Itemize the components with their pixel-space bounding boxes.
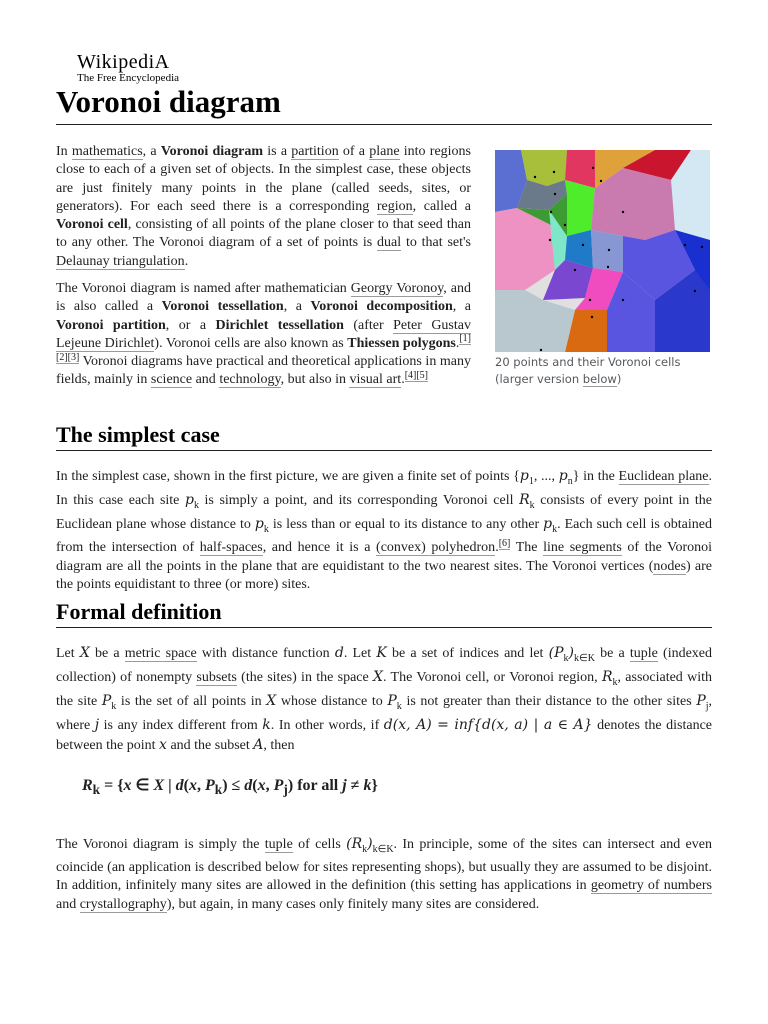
text-run: and [56, 896, 80, 912]
caption-end: ) [616, 372, 622, 386]
text-run: of cells [292, 837, 347, 852]
text-run: . [401, 372, 405, 388]
bold-term: Voronoi cell [56, 217, 128, 233]
text-run: denotes the distance between the point [56, 718, 713, 753]
text-run: (indexed collection) of nonempty [56, 646, 713, 686]
text-run: , or a [165, 317, 216, 333]
figure-caption [495, 354, 710, 388]
subscript: n [567, 475, 573, 487]
link-line-segments[interactable]: line segments [543, 540, 622, 556]
link-partition[interactable]: partition [291, 144, 339, 159]
subscript: k [193, 499, 199, 511]
math-symbol: x [159, 736, 167, 753]
bold-term: Voronoi decomposition [310, 299, 453, 315]
text-run: . In principle, some of the sites can intersect and even coincide (an application is described below for sites representing shops), but usually they are assumed to be disjoint. In addition, infinitely many sites are allowed in the definition (this setting has applications in [56, 837, 712, 894]
text-run: } in the [572, 469, 619, 484]
logo-wordmark: WikipediA [77, 51, 170, 73]
simplest-case-paragraph [56, 467, 712, 594]
math-symbol: p [543, 516, 553, 533]
text-run: Voronoi diagrams have practical and theoretical applications in many fields, mainly in [56, 354, 471, 388]
math-symbol: P [696, 693, 706, 710]
subscript: k [612, 676, 618, 688]
link-nodes[interactable]: nodes [653, 558, 687, 574]
subscript: k [563, 652, 569, 664]
subscript: k∈K [372, 843, 394, 855]
bold-term: Voronoi partition [56, 317, 166, 333]
citation-link[interactable]: [1][2][3] [56, 333, 472, 363]
link-tuple[interactable]: tuple [264, 837, 293, 852]
text-run: is a [263, 144, 292, 159]
text-run: The Voronoi diagram is simply the [56, 837, 265, 852]
link--convex-polyhedron[interactable]: (convex) polyhedron [376, 540, 496, 556]
text-run: , and hence it is a [262, 540, 377, 556]
link-mathematics[interactable]: mathematics [71, 144, 143, 159]
text-run: , consisting of all points of the plane closer to that seed than to any other. The Voronoi diagram of a set of points is [56, 217, 471, 251]
text-run: (after [343, 317, 394, 333]
text-run: . In this case each site [56, 469, 713, 509]
link-dual[interactable]: dual [377, 235, 402, 251]
text-run: is the set of all points in [116, 694, 267, 710]
link-plane[interactable]: plane [369, 144, 400, 159]
text-run: into regions close to each of a given set of objects. In the simplest case, these objects are just finitely many points in the plane (called seeds, sites, or generators). For each seed there is a corresponding [56, 144, 471, 214]
subscript: k [552, 523, 558, 535]
text-run: . The Voronoi cell, or Voronoi region, [383, 670, 602, 686]
text-run: is not greater than their distance to the other sites [401, 694, 697, 710]
text-run: , a [283, 299, 311, 315]
link-crystallography[interactable]: crystallography [79, 896, 167, 912]
caption-text: 20 points and their Voronoi cells (larger version [495, 355, 681, 386]
link-delaunay-triangulation[interactable]: Delaunay triangulation [56, 253, 185, 269]
link-subsets[interactable]: subsets [196, 670, 237, 686]
link-metric-space[interactable]: metric space [124, 646, 197, 661]
text-run: , where [56, 694, 713, 734]
text-run: , and is also called a [56, 281, 471, 315]
math-symbol: P [387, 693, 397, 710]
math-symbol: ) [568, 645, 574, 661]
math-symbol: d(x, A) = inf{d(x, a) | a ∈ A} [383, 717, 593, 734]
citation-link[interactable]: [4][5] [404, 369, 429, 381]
text-run: ), but again, in many cases only finitely many sites are considered. [166, 896, 540, 912]
math-symbol: k [262, 717, 271, 734]
math-symbol: X [79, 645, 90, 661]
math-symbol: P [101, 693, 112, 710]
text-run: of a [338, 144, 370, 159]
link-georgy-voronoy[interactable]: Georgy Voronoy [350, 281, 444, 296]
text-run: , but also in [280, 372, 350, 388]
bold-term: Dirichlet tessellation [215, 317, 344, 333]
caption-link-below[interactable]: below [582, 372, 617, 386]
link-peter-gustav-lejeune-dirichlet[interactable]: Peter Gustav Lejeune Dirichlet [56, 317, 471, 351]
math-symbol: K [376, 645, 387, 661]
text-run: with distance function [196, 646, 335, 661]
text-run: be a [594, 646, 630, 661]
text-run: ) are the points equidistant to three (or more) sites. [56, 558, 712, 592]
text-run: (the sites) in the space [236, 670, 374, 686]
text-run: is simply a point, and its corresponding Voronoi cell [198, 493, 520, 509]
math-symbol: R [519, 492, 530, 509]
text-run: , associated with the site [56, 670, 712, 710]
link-tuple[interactable]: tuple [629, 646, 658, 661]
math-symbol: (R [346, 836, 363, 852]
subscript: j [705, 700, 709, 712]
text-run: and [192, 372, 220, 388]
subscript: k∈K [573, 652, 595, 664]
text-run: . [455, 335, 460, 351]
text-run: is any index different from [99, 718, 263, 734]
link-euclidean-plane[interactable]: Euclidean plane [618, 469, 709, 484]
text-run: to that set's [401, 235, 471, 251]
math-symbol: R [601, 669, 613, 686]
text-run: be a [89, 646, 125, 661]
link-geometry-of-numbers[interactable]: geometry of numbers [590, 878, 712, 894]
intro-paragraph-1 [56, 143, 471, 271]
subscript: k [263, 523, 269, 535]
math-symbol: X [373, 669, 383, 686]
voronoi-figure [495, 150, 710, 388]
citation-link[interactable]: [6] [498, 537, 511, 549]
formal-definition-paragraph [56, 644, 712, 755]
subscript: k [362, 843, 368, 855]
text-run: , ..., [533, 469, 559, 484]
text-run: The [510, 540, 544, 556]
formal-definition-paragraph-2 [56, 835, 712, 914]
text-run: consists of every point in the Euclidean plane whose distance to [56, 493, 712, 533]
subscript: 1 [528, 475, 534, 487]
link-region[interactable]: region [376, 198, 413, 214]
bold-term: Voronoi tessellation [161, 299, 284, 315]
text-run: is less than or equal to its distance to any other [268, 517, 544, 533]
intro-paragraph-2 [56, 280, 471, 390]
section-heading-simplest-case: The simplest case [56, 420, 712, 451]
logo-tagline: The Free Encyclopedia [77, 72, 180, 84]
text-run: be a set of indices and let [386, 646, 549, 661]
math-symbol: X [266, 693, 277, 710]
math-symbol: p [519, 468, 529, 484]
math-symbol: d [334, 645, 344, 661]
text-run: Let [56, 646, 80, 661]
voronoi-image[interactable] [495, 150, 710, 352]
math-symbol: ) [367, 836, 373, 852]
text-run: and the subset [166, 737, 254, 753]
math-symbol: p [254, 516, 264, 533]
text-run: In [56, 144, 72, 159]
text-run: of the Voronoi diagram are all the points in the plane that are equidistant to the two nearest sites. The Voronoi vertices ( [56, 540, 713, 574]
math-symbol: p [184, 492, 194, 509]
text-run: . In other words, if [270, 718, 384, 734]
bold-term: Voronoi diagram [160, 144, 264, 159]
text-run: ). Voronoi cells are also known as [154, 335, 348, 351]
text-run: . [495, 540, 499, 556]
math-symbol: (P [548, 645, 564, 661]
text-run: , a [142, 144, 161, 159]
link-science[interactable]: science [150, 372, 193, 388]
page-title: Voronoi diagram [56, 82, 712, 125]
text-run: whose distance to [276, 694, 388, 710]
link-technology[interactable]: technology [219, 372, 281, 388]
wikipedia-logo[interactable] [77, 52, 179, 85]
text-run: , then [263, 737, 295, 753]
math-symbol: j [94, 717, 100, 734]
subscript: k [529, 499, 535, 511]
text-run: , called a [412, 198, 471, 214]
link-visual-art[interactable]: visual art [349, 372, 402, 388]
section-heading-formal-definition: Formal definition [56, 597, 712, 628]
text-run: In the simplest case, shown in the first picture, we are given a finite set of points { [56, 469, 520, 484]
subscript: k [111, 700, 117, 712]
text-run: The Voronoi diagram is named after mathematician [56, 281, 351, 296]
math-symbol: p [558, 468, 568, 484]
voronoi-cell-formula: $R_k = \{x$ ∈ X | d(x, $P_k) \le d(x$, $P_j$) for all j ≠ k} [82, 777, 378, 798]
text-run: . Each such cell is obtained from the intersection of [56, 517, 712, 556]
text-run: . Let [343, 646, 377, 661]
text-run: . [184, 253, 189, 269]
math-symbol: A [253, 736, 264, 753]
bold-term: Thiessen polygons [347, 335, 456, 351]
link-half-spaces[interactable]: half-spaces [199, 540, 263, 556]
subscript: k [396, 700, 402, 712]
text-run: , a [452, 299, 471, 315]
